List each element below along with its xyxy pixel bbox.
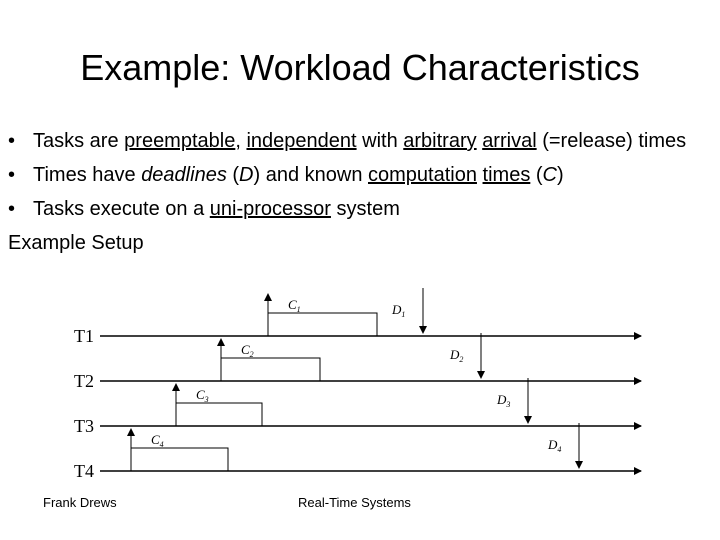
bullet-list — [8, 130, 712, 255]
bullet-segment: , — [235, 130, 247, 152]
bullet-text-2 — [33, 164, 564, 186]
task-name-t3: T3 — [74, 416, 94, 436]
d-label-t4: $D_4$ — [548, 437, 562, 454]
bullet-segment: (=release) times — [536, 130, 687, 152]
bullet-segment: Tasks are — [33, 130, 125, 152]
d-label-t3: $D_3$ — [497, 392, 511, 409]
task-name-t1: T1 — [74, 326, 94, 346]
task-name-t2: T2 — [74, 371, 94, 391]
slide-title: Example: Workload Characteristics — [80, 47, 640, 88]
bullet-segment: Tasks execute on a — [33, 198, 210, 220]
c-label-t2: $C_2$ — [241, 342, 254, 359]
footer-course: Real-Time Systems — [298, 495, 411, 510]
c-label-t3: $C_3$ — [196, 387, 209, 404]
bullet-segment: deadlines — [141, 164, 227, 186]
bullet-segment: with — [356, 130, 404, 152]
bullet-dot: • — [8, 198, 16, 220]
bullet-dot: • — [8, 130, 16, 152]
bullet-segment: computation — [368, 164, 477, 186]
task-timeline-diagram — [0, 285, 720, 480]
footer-author: Frank Drews — [43, 495, 117, 510]
bullet-segment: times — [482, 164, 531, 186]
c-label-t1: $C_1$ — [288, 297, 301, 314]
d-label-t1: $D_1$ — [392, 302, 406, 319]
bullet-item-2 — [8, 164, 712, 187]
bullet-item-1 — [8, 130, 712, 153]
bullet-segment: system — [330, 198, 400, 220]
bullet-item-3 — [8, 198, 712, 221]
bullet-segment: preemptable — [124, 130, 236, 152]
bullet-dot: • — [8, 164, 16, 186]
bullet-segment: independent — [246, 130, 357, 152]
computation-box-t1 — [268, 313, 377, 336]
computation-box-t2 — [221, 358, 320, 381]
bullet-segment: arbitrary — [403, 130, 477, 152]
bullet-segment: ) — [557, 164, 564, 186]
task-name-t4: T4 — [74, 461, 94, 480]
bullet-segment: arrival — [482, 130, 537, 152]
bullet-segment: uni-processor — [209, 198, 331, 220]
bullet-segment: C — [542, 164, 557, 186]
c-label-t4: $C_4$ — [151, 432, 164, 449]
computation-box-t4 — [131, 448, 228, 471]
bullet-segment: Times have — [33, 164, 142, 186]
d-label-t2: $D_2$ — [450, 347, 464, 364]
bullet-text-1 — [33, 130, 686, 152]
example-setup-label: Example Setup — [8, 232, 144, 254]
bullet-text-3 — [33, 198, 400, 220]
bullet-segment: ) and known — [253, 164, 368, 186]
computation-box-t3 — [176, 403, 262, 426]
bullet-segment: D — [239, 164, 254, 186]
bullet-segment: ( — [530, 164, 543, 186]
bullet-segment: ( — [226, 164, 240, 186]
